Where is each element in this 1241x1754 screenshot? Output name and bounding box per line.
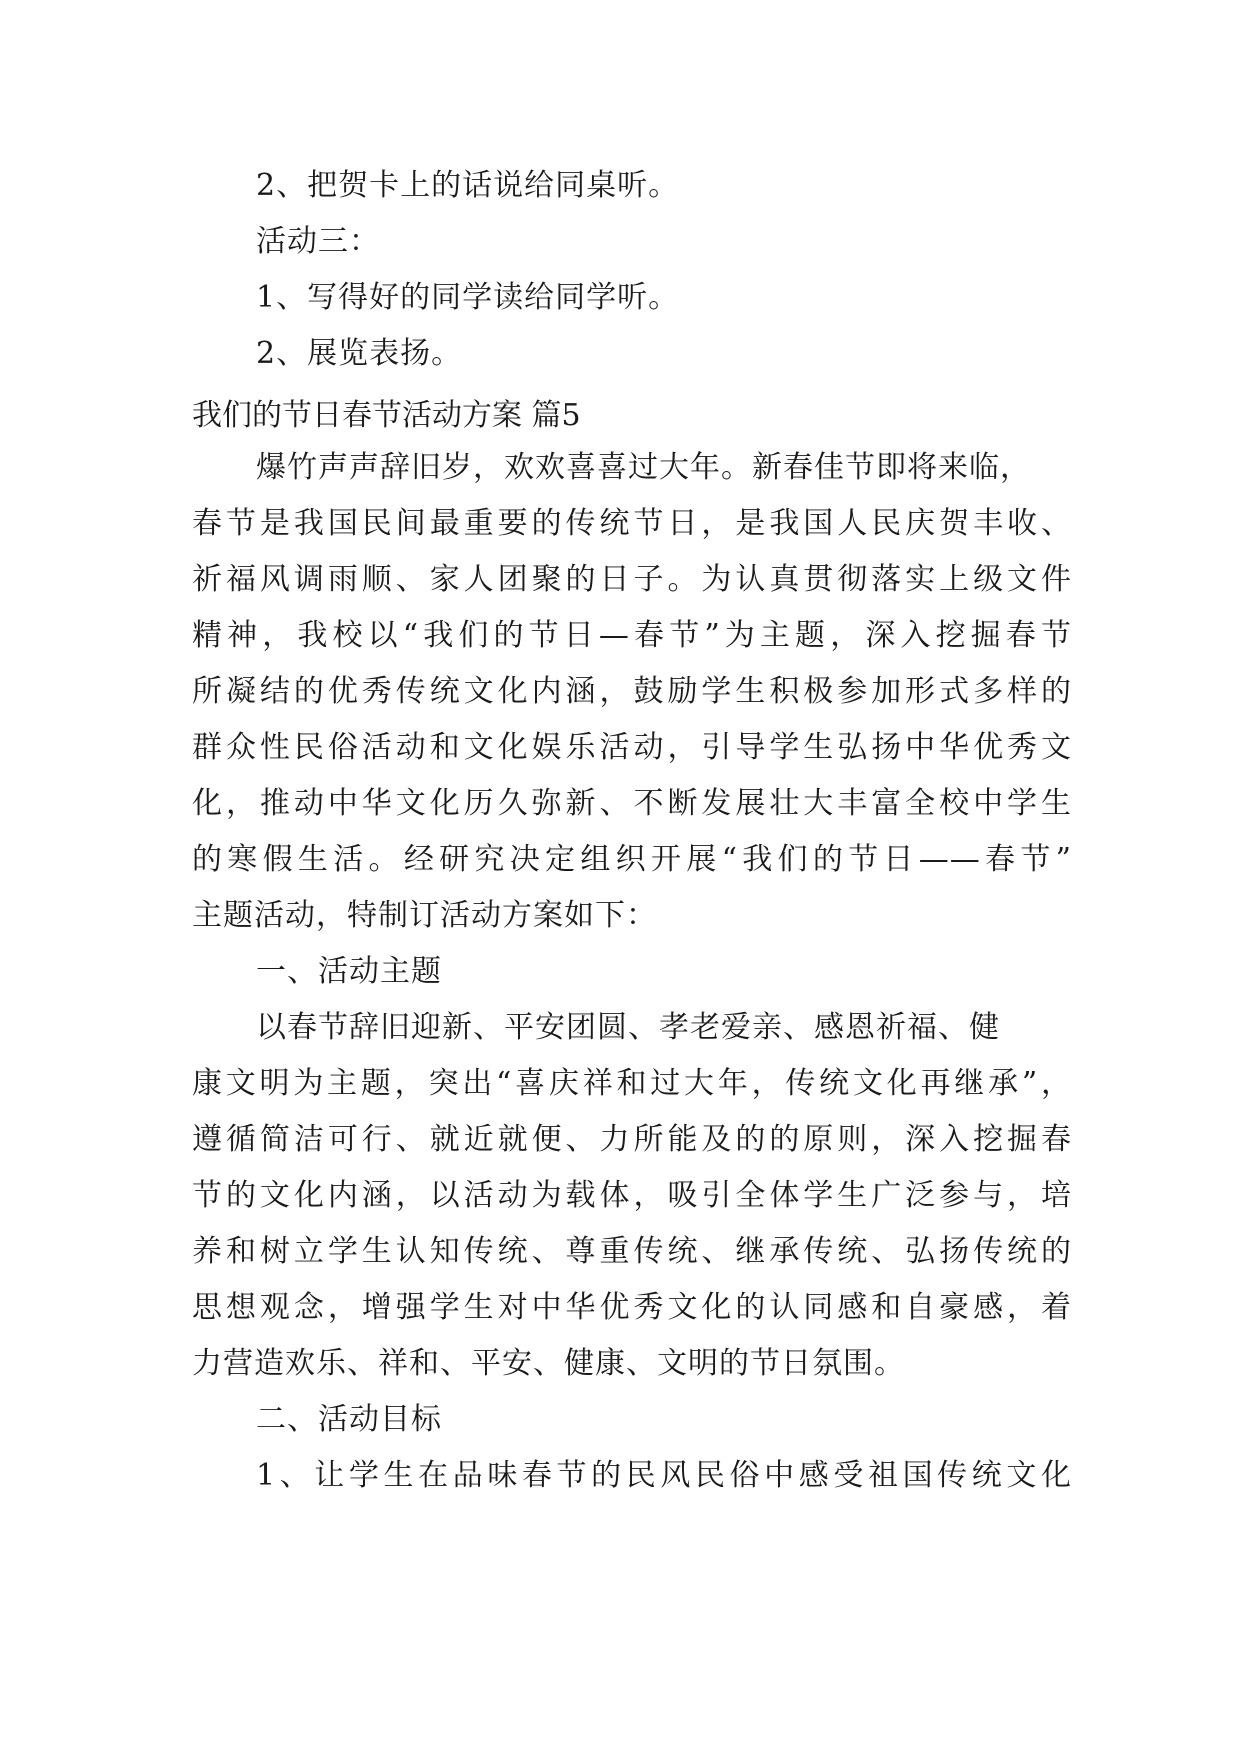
paragraph-line: 力营造欢乐、祥和、平安、健康、文明的节日氛围。 bbox=[192, 1346, 905, 1381]
paragraph-line: 节的文化内涵，以活动为载体，吸引全体学生广泛参与，培 bbox=[192, 1178, 1072, 1213]
paragraph-line: 以春节辞旧迎新、平安团圆、孝老爱亲、感恩祈福、健 bbox=[256, 1010, 1000, 1045]
paragraph-line: 1、让学生在品味春节的民风民俗中感受祖国传统文化 bbox=[256, 1458, 1072, 1493]
paragraph-line: 养和树立学生认知传统、尊重传统、继承传统、弘扬传统的 bbox=[192, 1234, 1072, 1269]
paragraph-line: 的寒假生活。经研究决定组织开展“我们的节日——春节” bbox=[192, 842, 1072, 877]
list-item: 2、展览表扬。 bbox=[256, 336, 463, 371]
paragraph-line: 群众性民俗活动和文化娱乐活动，引导学生弘扬中华优秀文 bbox=[192, 730, 1072, 765]
section-heading: 一、活动主题 bbox=[256, 954, 442, 989]
activity-heading: 活动三： bbox=[256, 224, 380, 259]
paragraph-line: 精神，我校以“我们的节日—春节”为主题，深入挖掘春节 bbox=[192, 618, 1072, 653]
list-item: 1、写得好的同学读给同学听。 bbox=[256, 280, 680, 315]
paragraph-line: 祈福风调雨顺、家人团聚的日子。为认真贯彻落实上级文件 bbox=[192, 562, 1072, 597]
paragraph-line: 春节是我国民间最重要的传统节日，是我国人民庆贺丰收、 bbox=[192, 506, 1072, 541]
paragraph-line: 康文明为主题，突出“喜庆祥和过大年，传统文化再继承”， bbox=[192, 1066, 1072, 1101]
paragraph-line: 所凝结的优秀传统文化内涵，鼓励学生积极参加形式多样的 bbox=[192, 674, 1072, 709]
paragraph-line: 主题活动，特制订活动方案如下： bbox=[192, 898, 657, 933]
paragraph-line: 化，推动中华文化历久弥新、不断发展壮大丰富全校中学生 bbox=[192, 786, 1072, 821]
paragraph-line: 遵循简洁可行、就近就便、力所能及的的原则，深入挖掘春 bbox=[192, 1122, 1072, 1157]
section-title: 我们的节日春节活动方案 篇5 bbox=[192, 398, 581, 433]
paragraph-line: 思想观念，增强学生对中华优秀文化的认同感和自豪感，着 bbox=[192, 1290, 1072, 1325]
paragraph-line: 爆竹声声辞旧岁，欢欢喜喜过大年。新春佳节即将来临， bbox=[256, 450, 1031, 485]
section-heading: 二、活动目标 bbox=[256, 1402, 442, 1437]
list-item: 2、把贺卡上的话说给同桌听。 bbox=[256, 168, 680, 203]
